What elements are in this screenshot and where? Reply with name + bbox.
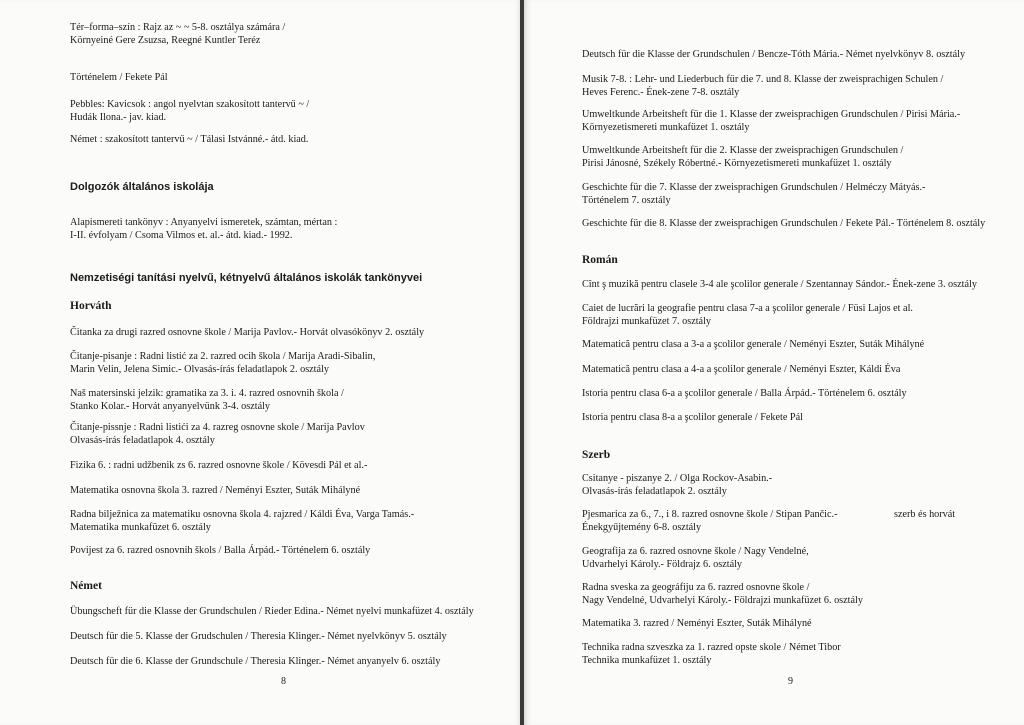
list-item: Radna bilježnica za matematiku osnovna škola 4. rajzred / Káldi Éva, Varga Tamás.- Matematika munkafüzet 6. osztály bbox=[70, 509, 415, 533]
list-item: Csitanye - piszanye 2. / Olga Rockov-Asabin.- Olvasás-írás feladatlapok 2. osztály bbox=[582, 473, 773, 497]
list-item: Umweltkunde Arbeitsheft für die 1. Klasse der zweisprachigen Grundschulen / Pirisi Mária.- Környezetismereti munkafüzet 1. osztály bbox=[582, 109, 961, 133]
side-note: szerb és horvát bbox=[894, 509, 956, 520]
list-item: Alapismereti tankönyv : Anyanyelvi ismeretek, számtan, mértan : I-II. évfolyam / Csoma Vilmos et. al.- átd. kiad.- 1992. bbox=[70, 217, 338, 241]
list-item: Istoria pentru clasa 6-a a şcolilor generale / Balla Árpád.- Történelem 6. osztály bbox=[582, 388, 907, 399]
section-heading-minority-schools: Nemzetiségi tanítási nyelvű, kétnyelvű általános iskolák tankönyvei bbox=[70, 272, 423, 284]
list-item: Musik 7-8. : Lehr- und Liederbuch für die 7. und 8. Klasse der zweisprachigen Schulen / Heves Ferenc.- Ének-zene 7-8. osztály bbox=[582, 74, 944, 98]
list-item: Technika radna szveszka za 1. razred opste skole / Német Tibor Technika munkafüzet 1. osztály bbox=[582, 642, 841, 666]
section-heading-romanian: Román bbox=[582, 254, 618, 266]
list-item: Matematika osnovna škola 3. razred / Neményi Eszter, Suták Mihályné bbox=[70, 485, 361, 496]
list-item: Deutsch für die 5. Klasse der Grudschulen / Theresia Klinger.- Német nyelvkönyv 5. osztály bbox=[70, 631, 447, 642]
section-heading-croatian: Horváth bbox=[70, 300, 112, 312]
list-item: Čitanka za drugi razred osnovne škole / Marija Pavlov.- Horvát olvasókönyv 2. osztály bbox=[70, 327, 425, 338]
list-item: Istoria pentru clasa 8-a a şcolilor generale / Fekete Pál bbox=[582, 412, 803, 423]
list-item: Čitanje-pisanje : Radni listić za 2. razred ocih škola / Marija Aradi-Sibalin, Marin Velin, Jelena Simic.- Olvasás-írás feladatlapok 2. osztály bbox=[70, 351, 376, 375]
list-item: Matematică pentru clasa a 3-a a şcolilor generale / Neményi Eszter, Suták Mihályné bbox=[582, 339, 925, 350]
list-item: Német : szakosított tantervű ~ / Tálasi Istvánné.- átd. kiad. bbox=[70, 134, 309, 145]
list-item: Geografija za 6. razred osnovne škole / Nagy Vendelné, Udvarhelyi Károly.- Földrajz 6. osztály bbox=[582, 546, 809, 570]
list-item: Deutsch für die Klasse der Grundschulen / Bencze-Tóth Mária.- Német nyelvkönyv 8. osztály bbox=[582, 49, 966, 60]
list-item: Čitanje-pissnje : Radni listići za 4. razreg osnovne skole / Marija Pavlov Olvasás-írás feladatlapok 4. osztály bbox=[70, 422, 365, 446]
list-item: Povijest za 6. razred osnovnih škols / Balla Árpád.- Történelem 6. osztály bbox=[70, 545, 371, 556]
list-item: Übungscheft für die Klasse der Grundschulen / Rieder Edina.- Német nyelvi munkafüzet 4. osztály bbox=[70, 606, 474, 617]
page-number: 8 bbox=[281, 676, 286, 687]
page-number: 9 bbox=[788, 676, 793, 687]
list-item: Tér–forma–szín : Rajz az ~ ~ 5-8. osztálya számára / Környeiné Gere Zsuzsa, Reegné Kuntler Teréz bbox=[70, 22, 286, 46]
section-heading-german: Német bbox=[70, 580, 102, 592]
list-item: Radna sveska za geográfiju za 6. razred osnovne škole / Nagy Vendelné, Udvarhelyi Károly.- Földrajzi munkafüzet 6. osztály bbox=[582, 582, 863, 606]
list-item: Matematika 3. razred / Neményi Eszter, Suták Mihályné bbox=[582, 618, 812, 629]
section-heading-serbian: Szerb bbox=[582, 449, 611, 461]
list-item: Geschichte für die 7. Klasse der zweisprachigen Grundschulen / Helméczy Mátyás.- Történelem 7. osztály bbox=[582, 182, 926, 206]
list-item: Geschichte für die 8. Klasse der zweisprachigen Grundschulen / Fekete Pál.- Történelem 8. osztály bbox=[582, 218, 986, 229]
list-item: Naš matersinski jelzik: gramatika za 3. i. 4. razred osnovnih škola / Stanko Kolar.- Horvát anyanyelvünk 3-4. osztály bbox=[70, 388, 344, 412]
list-item: Caiet de lucrări la geografie pentru clasa 7-a a şcolilor generale / Füsi Lajos et al. Földrajzi munkafüzet 7. osztály bbox=[582, 303, 913, 327]
list-item: Fizika 6. : radni udžbenik zs 6. razred osnovne škole / Kövesdi Pál et al.- bbox=[70, 460, 368, 471]
right-page bbox=[524, 0, 1024, 725]
list-item: Umweltkunde Arbeitsheft für die 2. Klasse der zweisprachigen Grundschulen / Pirisi Jánosné, Székely Róbertné.- Környezetismereti munkafüzet 1. osztály bbox=[582, 145, 904, 169]
list-item: Pjesmarica za 6., 7., i 8. razred osnovne škole / Stipan Pančic.- Énekgyűjtemény 6-8. osztály bbox=[582, 509, 838, 533]
list-item: Pebbles: Kavicsok : angol nyelvtan szakosított tantervű ~ / Hudák Ilona.- jav. kiad. bbox=[70, 99, 310, 123]
list-item: Matematică pentru clasa a 4-a a şcolilor generale / Neményi Eszter, Káldi Éva bbox=[582, 364, 901, 375]
section-heading-workers-school: Dolgozók általános iskolája bbox=[70, 181, 214, 193]
list-item: Deutsch für die 6. Klasse der Grundschule / Theresia Klinger.- Német anyanyelv 6. osztály bbox=[70, 656, 441, 667]
list-item: Cînt ş muzikă pentru clasele 3-4 ale şcolilor generale / Szentannay Sándor.- Ének-zene 3. osztály bbox=[582, 279, 977, 290]
list-item: Történelem / Fekete Pál bbox=[70, 72, 168, 83]
